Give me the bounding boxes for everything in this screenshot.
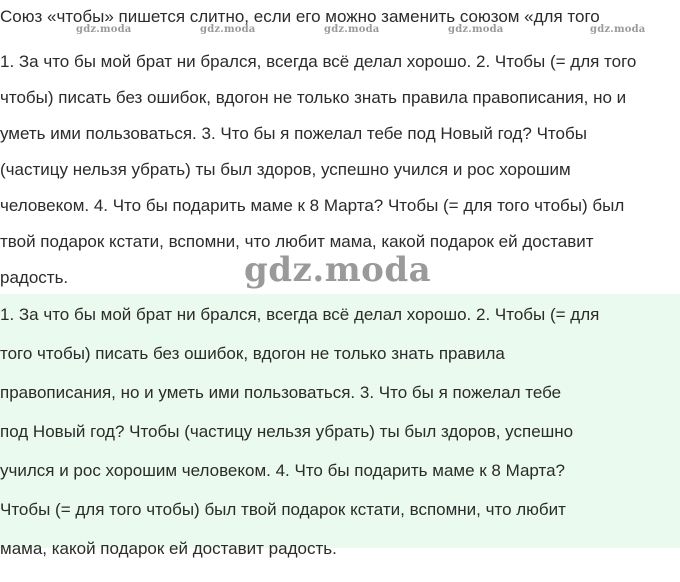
watermark-small: gdz.moda xyxy=(448,24,504,35)
watermark-small: gdz.moda xyxy=(200,24,256,35)
paragraph-line: радость. xyxy=(0,268,69,287)
paragraph-line: уметь ими пользоваться. 3. Что бы я пожелал тебе под Новый год? Чтобы xyxy=(0,124,587,143)
rule-heading: Союз «чтобы» пишется слитно, если его можно заменить союзом «для того xyxy=(0,7,600,26)
paragraph-line: твой подарок кстати, вспомни, что любит мама, какой подарок ей доставит xyxy=(0,232,594,251)
answer-line: правописания, но и уметь ими пользоваться. 3. Что бы я пожелал тебе xyxy=(0,383,562,402)
paragraph-line: человеком. 4. Что бы подарить маме к 8 Марта? Чтобы (= для того чтобы) был xyxy=(0,196,625,215)
watermark-row xyxy=(0,24,680,38)
watermark-logo: gdz.moda xyxy=(244,250,432,290)
answer-line: того чтобы) писать без ошибок, вдогон не только знать правила xyxy=(0,344,505,363)
answer-line: учился и рос хорошим человеком. 4. Что бы подарить маме к 8 Марта? xyxy=(0,461,565,480)
paragraph-line: (частицу нельзя убрать) ты был здоров, успешно учился и рос хорошим xyxy=(0,160,571,179)
answer-line: Чтобы (= для того чтобы) был твой подарок кстати, вспомни, что любит xyxy=(0,500,566,519)
answer-line: под Новый год? Чтобы (частицу нельзя убрать) ты был здоров, успешно xyxy=(0,422,574,441)
answer-line: 1. За что бы мой брат ни брался, всегда всё делал хорошо. 2. Чтобы (= для xyxy=(0,305,600,324)
answer-block xyxy=(0,294,680,558)
watermark-small: gdz.moda xyxy=(76,24,132,35)
paragraph-line: чтобы) писать без ошибок, вдогон не только знать правила правописания, но и xyxy=(0,88,627,107)
answer-line: мама, какой подарок ей доставит радость. xyxy=(0,539,337,558)
paragraph-line: 1. За что бы мой брат ни брался, всегда всё делал хорошо. 2. Чтобы (= для того xyxy=(0,52,637,71)
watermark-small: gdz.moda xyxy=(590,24,646,35)
watermark-small: gdz.moda xyxy=(324,24,380,35)
